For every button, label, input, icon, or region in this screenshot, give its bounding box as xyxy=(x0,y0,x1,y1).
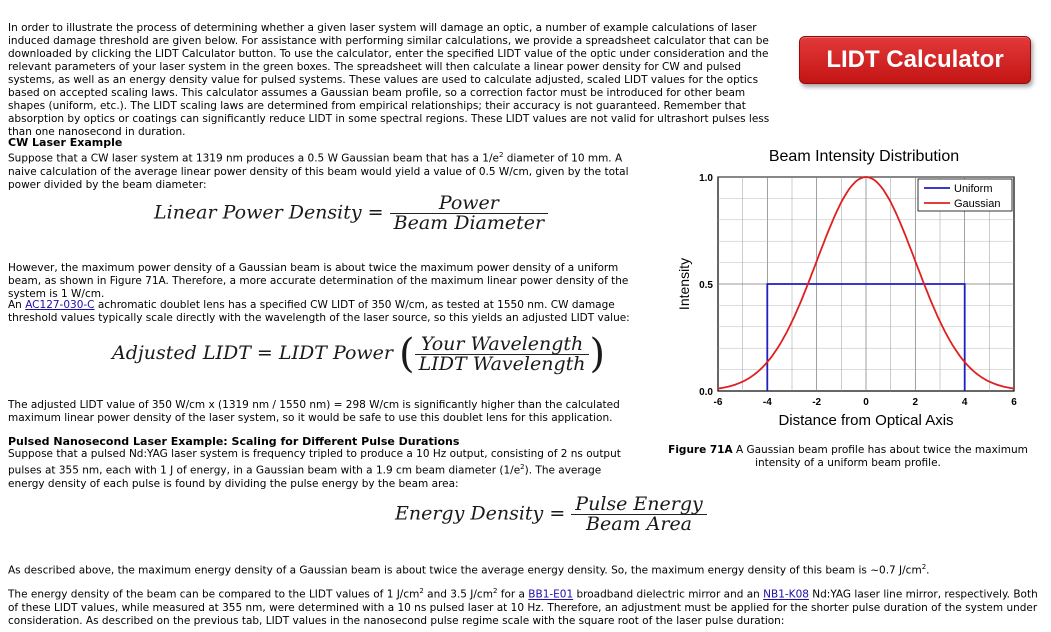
cw-p1-text-b: diameter of 10 mm. A naive calculation of the average linear power density of this beam would yield a value of 0.5 W/cm, given by the total power divided by the beam diameter: xyxy=(8,152,629,191)
pulsed-p3-a: The energy density of the beam can be compared to the LIDT values of 1 J/cm xyxy=(8,588,420,601)
cw-paragraph-1 xyxy=(8,149,648,192)
energy-density-equation xyxy=(395,493,707,535)
cw-paragraph-2: However, the maximum power density of a Gaussian beam is about twice the maximum power density of a uniform beam, as shown in Figure 71A. Therefore, a more accurate determination of the maximum linear power density of the system is 1 W/cm. xyxy=(8,262,629,300)
legend-label-uniform: Uniform xyxy=(954,183,993,195)
lidt-calculator-button[interactable]: LIDT Calculator xyxy=(799,36,1031,84)
pulsed-p1-text-b: ). The average energy density of each pulse is found by dividing the pulse energy by the beam area: xyxy=(8,464,602,490)
cw-paragraph-3 xyxy=(8,299,630,325)
pulsed-p3-sup1: 2 xyxy=(419,587,424,595)
eq2-open-paren: ( xyxy=(399,331,415,377)
x-tick-label: -2 xyxy=(812,397,822,408)
pulsed-heading: Pulsed Nanosecond Laser Example: Scaling for Different Pulse Durations xyxy=(8,435,460,448)
chart-title: Beam Intensity Distribution xyxy=(768,148,960,165)
nb1-k08-link[interactable]: NB1-K08 xyxy=(763,588,809,601)
eq2-lhs: Adjusted LIDT = LIDT Power xyxy=(112,342,393,364)
y-tick-label: 1.0 xyxy=(699,173,713,184)
eq2-denominator: LIDT Wavelength xyxy=(418,352,586,375)
eq2-numerator: Your Wavelength xyxy=(415,338,590,355)
y-tick-label: 0.5 xyxy=(699,280,713,291)
x-tick-label: 6 xyxy=(1011,397,1017,408)
eq3-numerator: Pulse Energy xyxy=(571,498,706,515)
pulsed-paragraph-1 xyxy=(8,448,638,491)
eq3-denominator: Beam Area xyxy=(586,513,693,535)
figure-caption-label: Figure 71A xyxy=(668,444,733,456)
eq3-fraction xyxy=(571,493,706,535)
figure-caption-text: A Gaussian beam profile has about twice the maximum intensity of a uniform beam profile. xyxy=(735,444,1028,469)
figure-caption xyxy=(652,444,1044,470)
x-tick-label: -4 xyxy=(762,397,772,408)
pulsed-p3-b: and 3.5 J/cm xyxy=(423,588,493,601)
bb1-e01-link[interactable]: BB1-E01 xyxy=(528,588,574,601)
pulsed-p1-sup: 2 xyxy=(520,463,525,471)
pulsed-p2-text-b: . xyxy=(926,564,930,577)
eq3-lhs: Energy Density = xyxy=(395,502,566,525)
eq1-fraction xyxy=(390,192,548,234)
x-tick-label: 4 xyxy=(961,397,968,408)
eq1-lhs: Linear Power Density = xyxy=(154,201,384,224)
eq2-close-paren: ) xyxy=(589,331,606,377)
pulsed-p2-text-a: As described above, the maximum energy density of a Gaussian beam is about twice the average energy density. So, the maximum energy density of this beam is ~0.7 J/cm xyxy=(8,564,922,577)
cw-p1-text-a: Suppose that a CW laser system at 1319 nm produces a 0.5 W Gaussian beam that has a 1/e xyxy=(8,152,499,165)
pulsed-p3-d: broadband dielectric mirror and an xyxy=(573,588,764,601)
pulsed-paragraph-2 xyxy=(8,561,1038,578)
pulsed-paragraph-3 xyxy=(8,585,1044,628)
x-tick-label: 0 xyxy=(863,397,869,408)
x-tick-label: -6 xyxy=(713,397,723,408)
pulsed-p1-text-a: Suppose that a pulsed Nd:YAG laser system is frequency tripled to produce a 10 Hz output, consisting of 2 ns output pulses at 355 nm, each with 1 J of energy, in a Gaussian beam with a 1.9 cm beam diameter (1/e xyxy=(8,448,621,477)
beam-intensity-chart xyxy=(670,142,1040,437)
pulsed-p3-c: for a xyxy=(497,588,529,601)
cw-p1-sup: 2 xyxy=(498,151,504,159)
x-axis-label: Distance from Optical Axis xyxy=(778,412,954,429)
intro-paragraph: In order to illustrate the process of determining whether a given laser system will damage an optic, a number of example calculations of laser induced damage threshold are given below. For assistance with performing similar calculations, we provide a spreadsheet calculator that can be downloaded by clicking the LIDT Calculator button. To use the calculator, enter the specified LIDT value of the optic under consideration and the relevant parameters of your laser system in the green boxes. The spreadsheet will then calculate a linear power density for CW and pulsed systems, as well as an energy density value for pulsed systems. These values are used to calculate adjusted, scaled LIDT values for the optics based on accepted scaling laws. This calculator assumes a Gaussian beam profile, so a correction factor must be introduced for other beam shapes (uniform, etc.). The LIDT scaling laws are determined from empirical relationships; their accuracy is not guaranteed. Remember that absorption by optics or coatings can significantly reduce LIDT in some spectral regions. These LIDT values are not valid for ultrashort pulses less than one nanosecond in duration. xyxy=(8,22,770,138)
y-tick-label: 0.0 xyxy=(699,387,713,398)
chart-legend xyxy=(918,179,1012,211)
linear-power-density-equation xyxy=(154,192,548,234)
pulsed-p2-sup: 2 xyxy=(921,563,927,571)
y-axis-label: Intensity xyxy=(676,257,692,311)
adjusted-lidt-equation xyxy=(112,331,606,377)
cw-p3-post: achromatic doublet lens has a specified CW LIDT of 350 W/cm, as tested at 1550 nm. CW damage threshold values typically scale directly with the wavelength of the laser source, so this yields an adjusted LIDT value: xyxy=(8,299,630,324)
cw-heading: CW Laser Example xyxy=(8,136,123,149)
eq2-fraction xyxy=(415,332,590,375)
eq1-denominator: Beam Diameter xyxy=(393,212,545,234)
cw-paragraph-4: The adjusted LIDT value of 350 W/cm x (1319 nm / 1550 nm) = 298 W/cm is significantly higher than the calculated maximum linear power density of the laser system, so it would be safe to use this doublet lens for this application. xyxy=(8,399,620,424)
eq1-numerator: Power xyxy=(390,197,548,214)
x-tick-label: 2 xyxy=(912,397,919,408)
pulsed-p3-e: Nd:YAG laser line mirror, respectively. Both of these LIDT values, while measured at 355 nm, were determined with a 10 ns pulsed laser at 10 Hz. Therefore, an adjustment must be applied for the shorter pulse duration of the system under consideration. As described on the previous tab, LIDT values in the nanosecond pulse regime scale with the square root of the laser pulse duration: xyxy=(8,588,1038,627)
ac127-030-c-link[interactable]: AC127-030-C xyxy=(25,299,95,311)
cw-p3-pre: An xyxy=(8,299,26,311)
legend-label-gaussian: Gaussian xyxy=(954,198,1001,210)
pulsed-p3-sup2: 2 xyxy=(492,587,498,595)
